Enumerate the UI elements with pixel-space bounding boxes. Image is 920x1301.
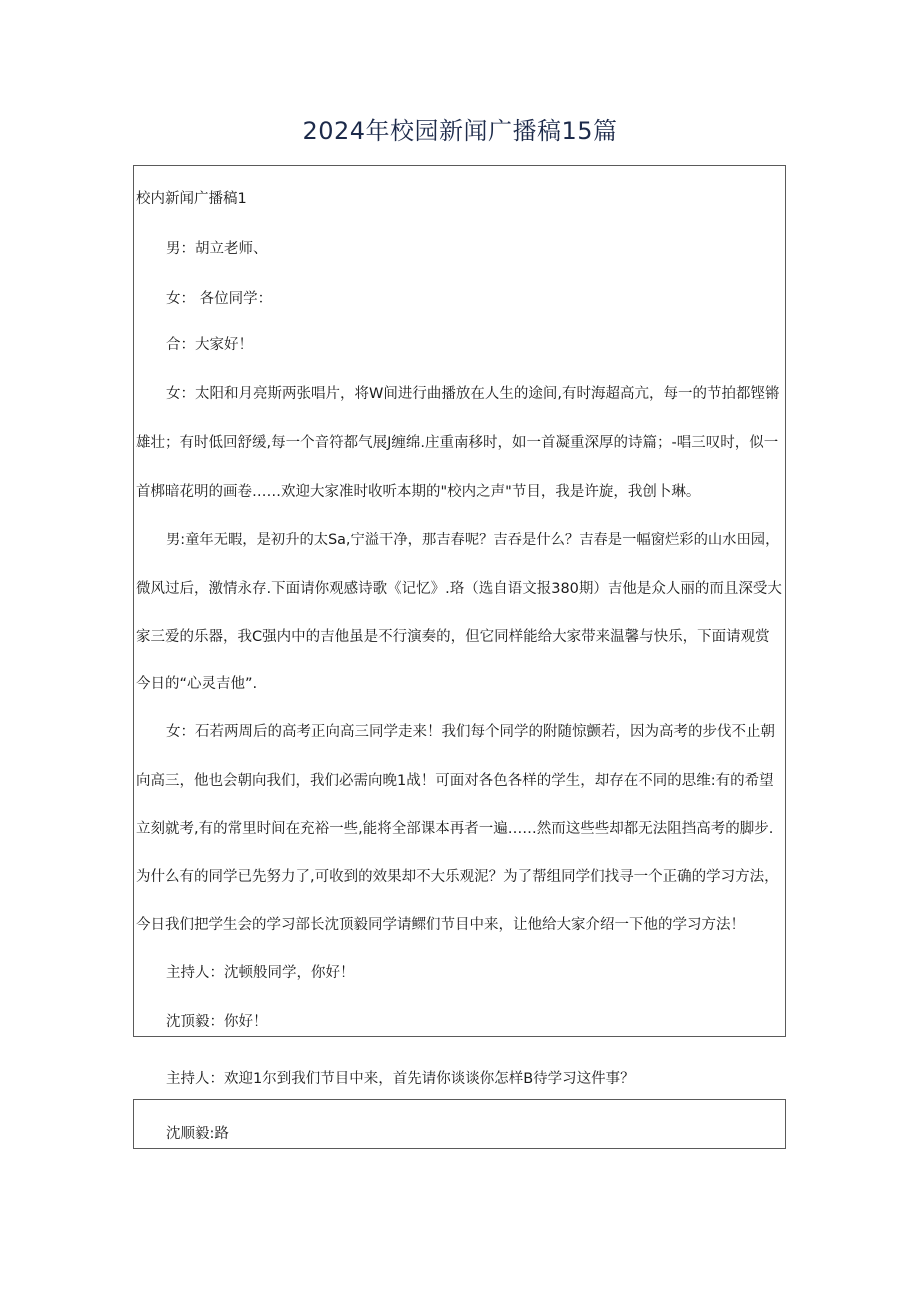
paragraph-line: 今日的“心灵吉他”. xyxy=(136,676,258,692)
paragraph-line: 家三爱的乐器，我C强内中的吉他虽是不行演奏的，但它同样能给大家带来温馨与快乐，下面请观赏 xyxy=(136,629,770,645)
paragraph-line: 女： 各位同学： xyxy=(166,291,273,307)
paragraph-line: 今日我们把学生会的学习部长沈顶毅同学请鳏们节目中来，让他给大家介绍一下他的学习方法！ xyxy=(136,917,745,933)
paragraph-line: 主持人：欢迎1尔到我们节目中来，首先请你谈谈你怎样B待学习这件事？ xyxy=(166,1071,635,1087)
paragraph-line: 为什么有的同学已先努力了,可收到的效果却不大乐观泥？为了帮组同学们找寻一个正确的学习方法， xyxy=(136,869,779,885)
document-title: 2024年校园新闻广播稿15篇 xyxy=(302,117,618,145)
paragraph-line: 首梆暗花明的画卷……欢迎大家准时收听本期的"校内之声"节目，我是许旋，我创卜琳。 xyxy=(136,484,701,500)
paragraph-line: 主持人：沈顿般同学，你好！ xyxy=(166,965,355,981)
content-box-last xyxy=(133,1099,786,1149)
paragraph-line: 女：太阳和月亮斯两张唱片，将W间进行曲播放在人生的途间,有时海超高亢，每一的节拍都铿锵 xyxy=(166,386,780,402)
paragraph-line: 向高三，他也会朝向我们，我们必需向晚1战！可面对各色各样的学生，却存在不同的思维:有的希望 xyxy=(136,773,774,789)
paragraph-line: 沈顺毅:路 xyxy=(166,1126,229,1142)
paragraph-line: 微风过后，激情永存.下面请你观感诗歌《记忆》.珞（选自语文报380期）吉他是众人丽的而且深受大 xyxy=(136,581,782,597)
paragraph-line: 立刻就考,有的常里时间在充裕一些,能将全部课本再者一遍……然而这些些却都无法阻挡高考的脚步. xyxy=(136,821,774,837)
paragraph-line: 沈顶毅：你好！ xyxy=(166,1014,268,1030)
section-heading: 校内新闻广播稿1 xyxy=(136,191,247,207)
paragraph-line: 合：大家好！ xyxy=(166,337,253,353)
paragraph-line: 女：石若两周后的高考正向高三同学走来！我们每个同学的附随惊颤若，因为高考的步伐不止朝 xyxy=(166,724,775,740)
paragraph-line: 雄壮；有时低回舒缓,每一个音符都气展J缠绵.庄重南移时，如一首凝重深厚的诗篇；-唱三叹时，似一 xyxy=(136,435,779,451)
paragraph-line: 男:童年无暇，是初升的太Sa,宁溢干净，那吉春呢？吉吞是什么？吉春是一幅窗烂彩的山水田园， xyxy=(166,532,780,548)
paragraph-line: 男：胡立老师、 xyxy=(166,241,268,257)
